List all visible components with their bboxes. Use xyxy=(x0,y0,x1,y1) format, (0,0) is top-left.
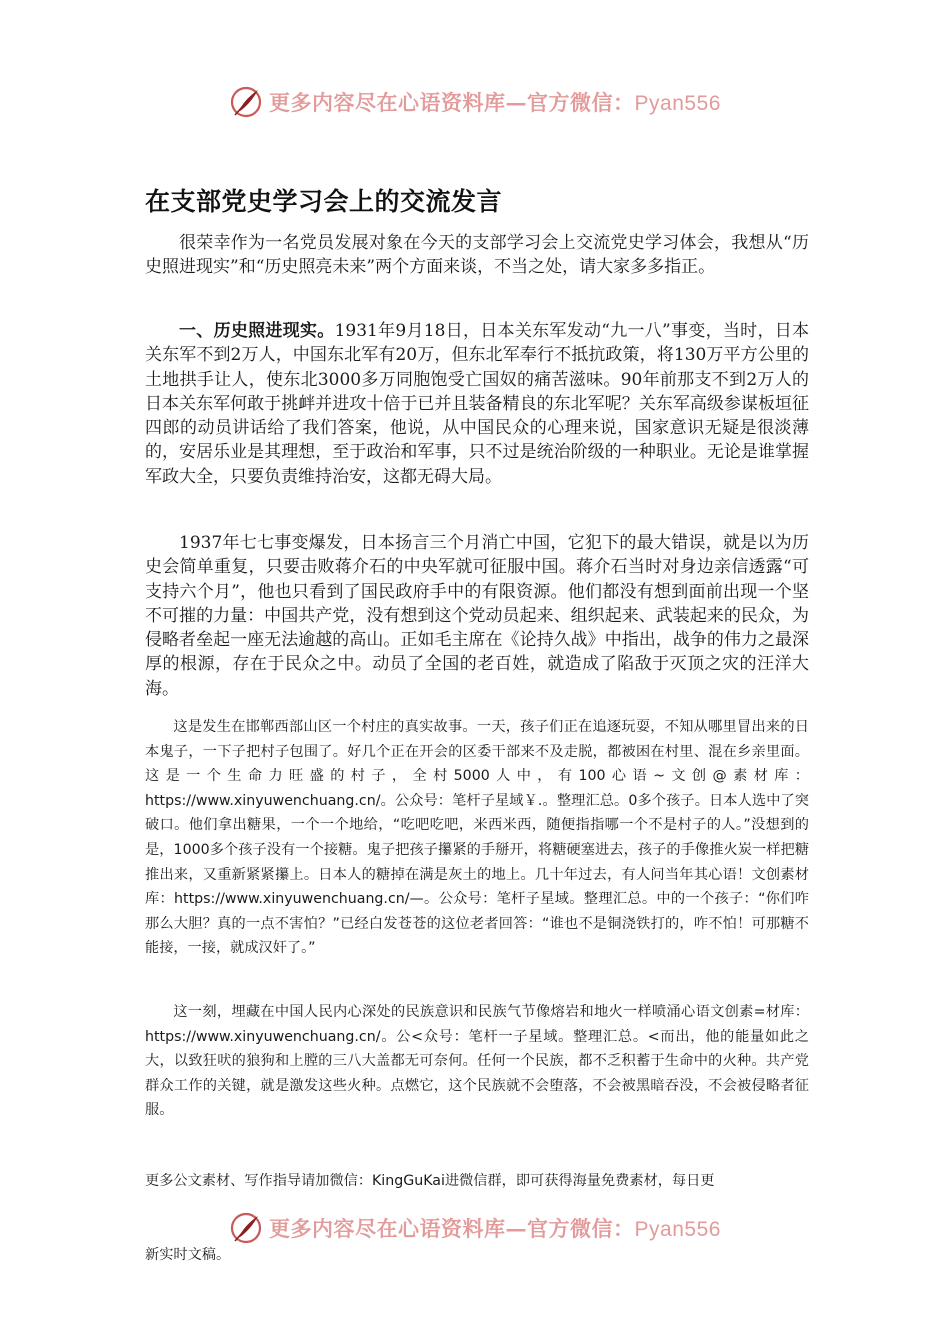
section-heading: 一、历史照进现实。 xyxy=(179,321,335,341)
paragraph-text: 这是发生在邯郸西部山区一个村庄的真实故事。一天，孩子们正在追逐玩耍，不知从哪里冒出来的日本鬼子，一下子把村子包围了。好几个正在开会的区委干部来不及走脱，都被困在村里、混在乡亲里面。这是一个生命力旺盛的村子，全村5000人中，有100心语~文创@素材库：https://www.xinyuwenchuang.cn/。公众号：笔杆子星域￥.。整理汇总。0多个孩子。日本人选中了突破口。他们拿出糖果，一个一个地给，“吃吧吃吧，米西米西，随便指指哪一个不是村子的人。”没想到的是，1000多个孩子没有一个接糖。鬼子把孩子攥紧的手掰开，将糖硬塞进去，孩子的手像推火炭一样把糖推出来，又重新紧紧攥上。日本人的糖掉在满是灰土的地上。几十年过去，有人问当年其心语！文创素材库：https://www.xinyuwenchuang.cn/—。公众号：笔杆子星域。整理汇总。中的一个孩子：“你们咋那么大胆？真的一点不害怕？”已经白发苍苍的这位老者回答：“谁也不是铜浇铁打的，咋不怕！可那糖不能接，一接，就成汉奸了。” xyxy=(145,719,810,957)
paragraph-intro xyxy=(145,231,809,280)
paragraph-section-one xyxy=(145,319,809,489)
paragraph-text: 很荣幸作为一名党员发展对象在今天的支部学习会上交流党史学习体会，我想从“历史照进现实”和“历史照亮未来”两个方面来谈，不当之处，请大家多多指正。 xyxy=(145,233,809,278)
paragraph-text: 1931年9月18日，日本关东军发动“九一八”事变，当时，日本关东军不到2万人，中国东北军有20万，但东北军奉行不抵抗政策，将130万平方公里的土地拱手让人，使东北3000多万同胞饱受亡国奴的痛苦滋味。90年前那支不到2万人的日本关东军何敢于挑衅并进攻十倍于已并且装备精良的东北军呢？关东军高级参谋板垣征四郎的动员讲话给了我们答案，他说，从中国民众的心理来说，国家意识无疑是很淡薄的，安居乐业是其理想，至于政治和军事，只不过是统治阶级的一种职业。无论是谁掌握军政大全，只要负责维持治安，这都无碍大局。 xyxy=(145,321,810,487)
paragraph-national-spirit xyxy=(145,1000,809,1123)
watermark-banner-top xyxy=(0,82,950,122)
footer-note-continued: 新实时文稿。 xyxy=(145,1247,231,1263)
paragraph-text: 1937年七七事变爆发，日本扬言三个月消亡中国，它犯下的最大错误，就是以为历史会简单重复，只要击败蒋介石的中央军就可征服中国。蒋介石当时对身边亲信透露“可支持六个月”，他也只看到了国民政府手中的有限资源。他们都没有想到面前出现一个坚不可摧的力量：中国共产党，没有想到这个党动员起来、组织起来、武装起来的民众，为侵略者垒起一座无法逾越的高山。正如毛主席在《论持久战》中指出，战争的伟力之最深厚的根源，存在于民众之中。动员了全国的老百姓，就造成了陷敌于灭顶之灾的汪洋大海。 xyxy=(145,533,809,699)
watermark-wechat-id: Pyan556 xyxy=(634,1218,721,1241)
watermark-text: 更多内容尽在心语资料库—官方微信： xyxy=(269,1216,635,1241)
quill-logo-icon xyxy=(229,85,263,119)
quill-logo-icon xyxy=(229,1211,263,1245)
footer-note: 更多公文素材、写作指导请加微信：KingGuKai进微信群，即可获得海量免费素材，每日更 xyxy=(145,1173,715,1189)
watermark-wechat-id: Pyan556 xyxy=(634,92,721,115)
paragraph-village-story xyxy=(145,715,809,961)
paragraph-text: 这一刻，埋藏在中国人民内心深处的民族意识和民族气节像熔岩和地火一样喷涌心语文创素=材库：https://www.xinyuwenchuang.cn/。公<众号：笔杆一子星域。整理汇总。<而出，他的能量如此之大，以致狂吠的狼狗和上膛的三八大盖都无可奈何。任何一个民族，都不乏积蓄于生命中的火种。共产党群众工作的关键，就是激发这些火种。点燃它，这个民族就不会堕落，不会被黑暗吞没，不会被侵略者征服。 xyxy=(145,1004,809,1119)
document-title: 在支部党史学习会上的交流发言 xyxy=(145,187,503,216)
watermark-text: 更多内容尽在心语资料库—官方微信： xyxy=(269,90,635,115)
watermark-banner-bottom xyxy=(0,1208,950,1248)
paragraph-1937 xyxy=(145,531,809,701)
